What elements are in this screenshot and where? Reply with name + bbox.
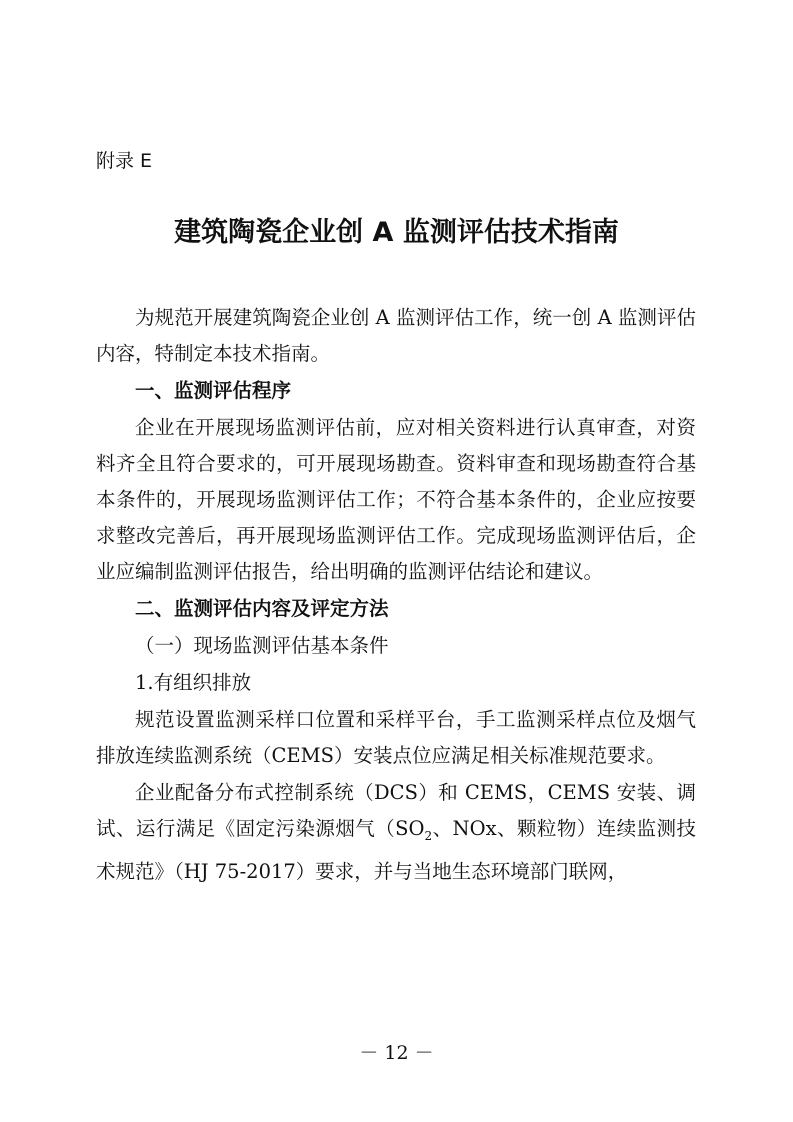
section-1-heading: 一、监测评估程序 [135,379,292,402]
document-title: 建筑陶瓷企业创 A 监测评估技术指南 [174,217,619,248]
paragraph-2-part-2: 、NOx、颗粒物）连续监测技术规范》（HJ 75-2017）要求，并与当地生态环境部门联网， [96,817,696,883]
page-number: － 12 － [359,1042,434,1064]
item-1-heading: 1.有组织排放 [135,671,252,694]
subsection-heading: （一）现场监测评估基本条件 [135,634,389,657]
subscript-2: 2 [424,828,433,843]
item-1-paragraph-1: 规范设置监测采样口位置和采样平台，手工监测采样点位及烟气排放连续监测系统（CEMS）安装点位应满足相关标准规范要求。 [96,708,696,767]
appendix-label: 附录 E [96,150,153,172]
section-2-heading: 二、监测评估内容及评定方法 [135,597,389,620]
paragraph-2-part-1: 企业配备分布式控制系统（DCS）和 CEMS，CEMS 安装、调试、运行满足《固定污染源烟气（SO [96,781,696,840]
intro-paragraph: 为规范开展建筑陶瓷企业创 A 监测评估工作，统一创 A 监测评估内容，特制定本技术指南。 [96,306,696,365]
item-1-paragraph-2 [96,775,696,890]
section-1-paragraph: 企业在开展现场监测评估前，应对相关资料进行认真审查，对资料齐全且符合要求的，可开展现场勘查。资料审查和现场勘查符合基本条件的，开展现场监测评估工作；不符合基本条件的，企业应按要求整改完善后，再开展现场监测评估工作。完成现场监测评估后，企业应编制监测评估报告，给出明确的监测评估结论和建议。 [96,416,696,583]
document-body [96,300,696,891]
